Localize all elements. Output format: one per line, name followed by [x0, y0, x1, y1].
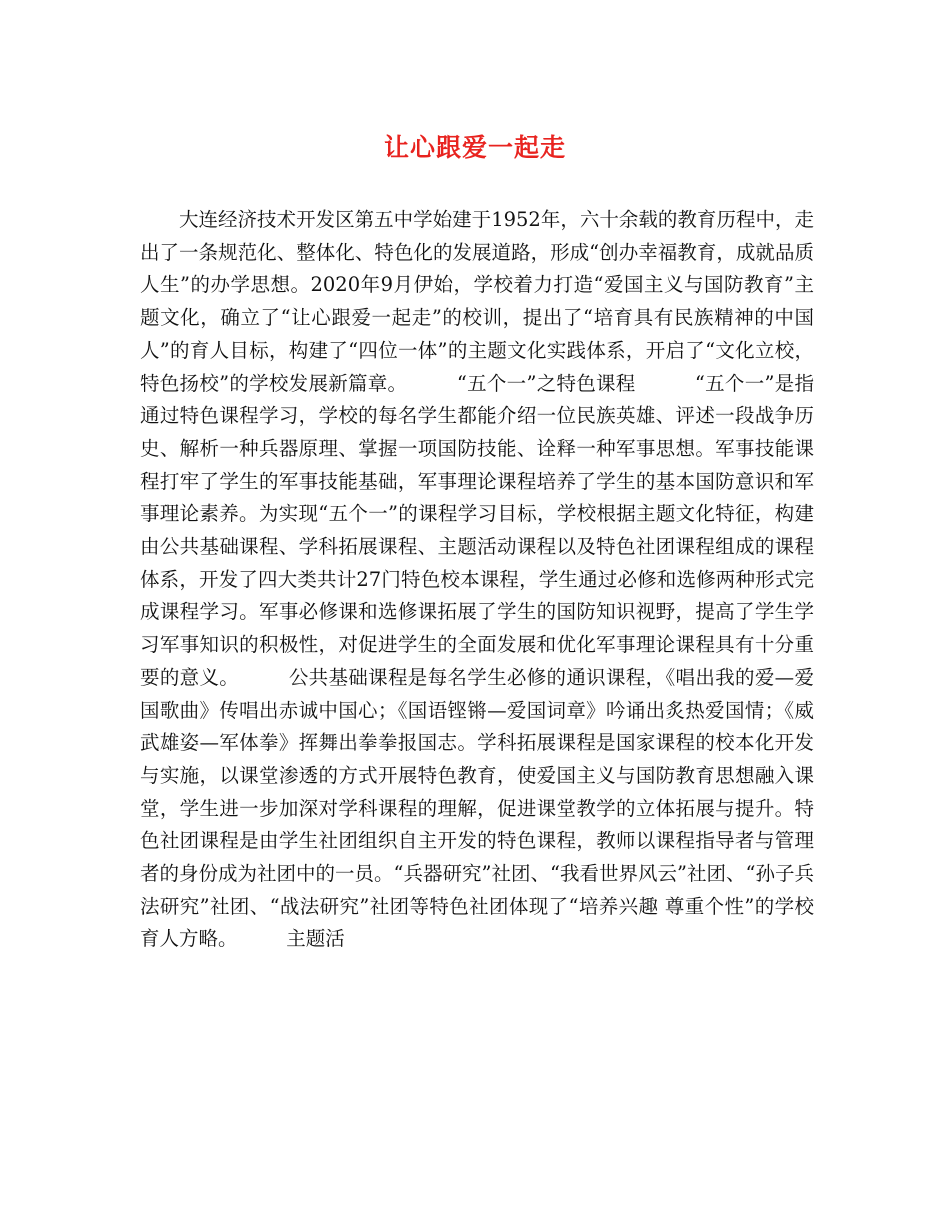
body-paragraph: 大连经济技术开发区第五中学始建于1952年，六十余载的教育历程中，走出了一条规范化、整体化、特色化的发展道路，形成“创办幸福教育，成就品质人生”的办学思想。2020年9月伊始，学校着力打造“爱国主义与国防教育”主题文化，确立了“让心跟爱一起走”的校训，提出了“培育具有民族精神的中国人”的育人目标，构建了“四位一体”的主题文化实践体系，开启了“文化立校，特色扬校”的学校发展新篇章。 “五个一”之特色课程 “五个一”是指通过特色课程学习，学校的每名学生都能介绍一位民族英雄、评述一段战争历史、解析一种兵器原理、掌握一项国防技能、诠释一种军事思想。军事技能课程打牢了学生的军事技能基础，军事理论课程培养了学生的基本国防意识和军事理论素养。为实现“五个一”的课程学习目标，学校根据主题文化特征，构建由公共基础课程、学科拓展课程、主题活动课程以及特色社团课程组成的课程体系，开发了四大类共计27门特色校本课程，学生通过必修和选修两种形式完成课程学习。军事必修课和选修课拓展了学生的国防知识视野，提高了学生学习军事知识的积极性，对促进学生的全面发展和优化军事理论课程具有十分重要的意义。 公共基础课程是每名学生必修的通识课程，《唱出我的爱—爱国歌曲》传唱出赤诚中国心；《国语铿锵—爱国词章》吟诵出炙热爱国情；《威武雄姿—军体拳》挥舞出拳拳报国志。学科拓展课程是国家课程的校本化开发与实施，以课堂渗透的方式开展特色教育，使爱国主义与国防教育思想融入课堂，学生进一步加深对学科课程的理解，促进课堂教学的立体拓展与提升。特色社团课程是由学生社团组织自主开发的特色课程，教师以课程指导者与管理者的身份成为社团中的一员。“兵器研究”社团、“我看世界风云”社团、“孙子兵法研究”社团、“战法研究”社团等特色社团体现了“培养兴趣 尊重个性”的学校育人方略。 主题活	[140, 208, 814, 951]
document-title: 让心跟爱一起走	[383, 133, 566, 162]
